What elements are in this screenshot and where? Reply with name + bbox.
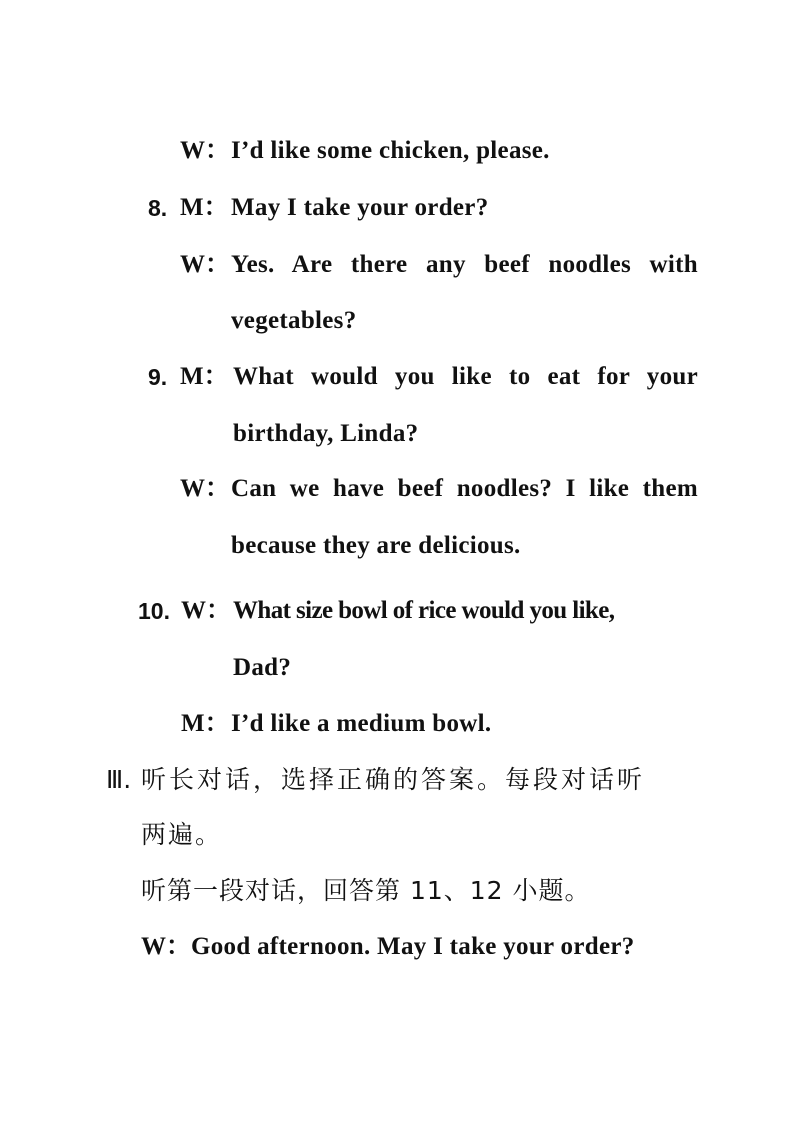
section-instruction-continued: 两遍。	[141, 820, 223, 849]
speaker-label: W：	[141, 933, 192, 960]
dialogue-line-continued: Dad?	[233, 654, 292, 681]
dialogue-line: I’d like a medium bowl.	[231, 710, 492, 737]
dialogue-line: What would you like to eat for your	[233, 363, 698, 390]
question-number: 8.	[148, 195, 168, 221]
speaker-label: M：	[180, 363, 229, 390]
dialogue-line: What size bowl of rice would you like,	[233, 597, 615, 624]
speaker-label: M：	[181, 710, 230, 737]
sub-instruction: 听第一段对话，回答第 11、12 小题。	[141, 876, 591, 905]
dialogue-line: Yes. Are there any beef noodles with	[231, 251, 698, 278]
speaker-label: M：	[180, 194, 229, 221]
section-instruction: 听长对话，选择正确的答案。每段对话听	[141, 765, 646, 794]
dialogue-line-continued: birthday, Linda?	[233, 420, 419, 447]
dialogue-line: Good afternoon. May I take your order?	[191, 933, 635, 960]
dialogue-line: I’d like some chicken, please.	[231, 137, 550, 164]
speaker-label: W：	[180, 251, 231, 278]
dialogue-line: May I take your order?	[231, 194, 489, 221]
question-number: 9.	[148, 364, 168, 390]
dialogue-line-continued: because they are delicious.	[231, 532, 521, 559]
speaker-label: W：	[180, 475, 231, 502]
speaker-label: W：	[180, 137, 231, 164]
question-number: 10.	[138, 598, 170, 624]
dialogue-line-continued: vegetables?	[231, 307, 357, 334]
section-label: Ⅲ.	[106, 765, 132, 794]
speaker-label: W：	[181, 597, 232, 624]
dialogue-line: Can we have beef noodles? I like them	[231, 475, 698, 502]
